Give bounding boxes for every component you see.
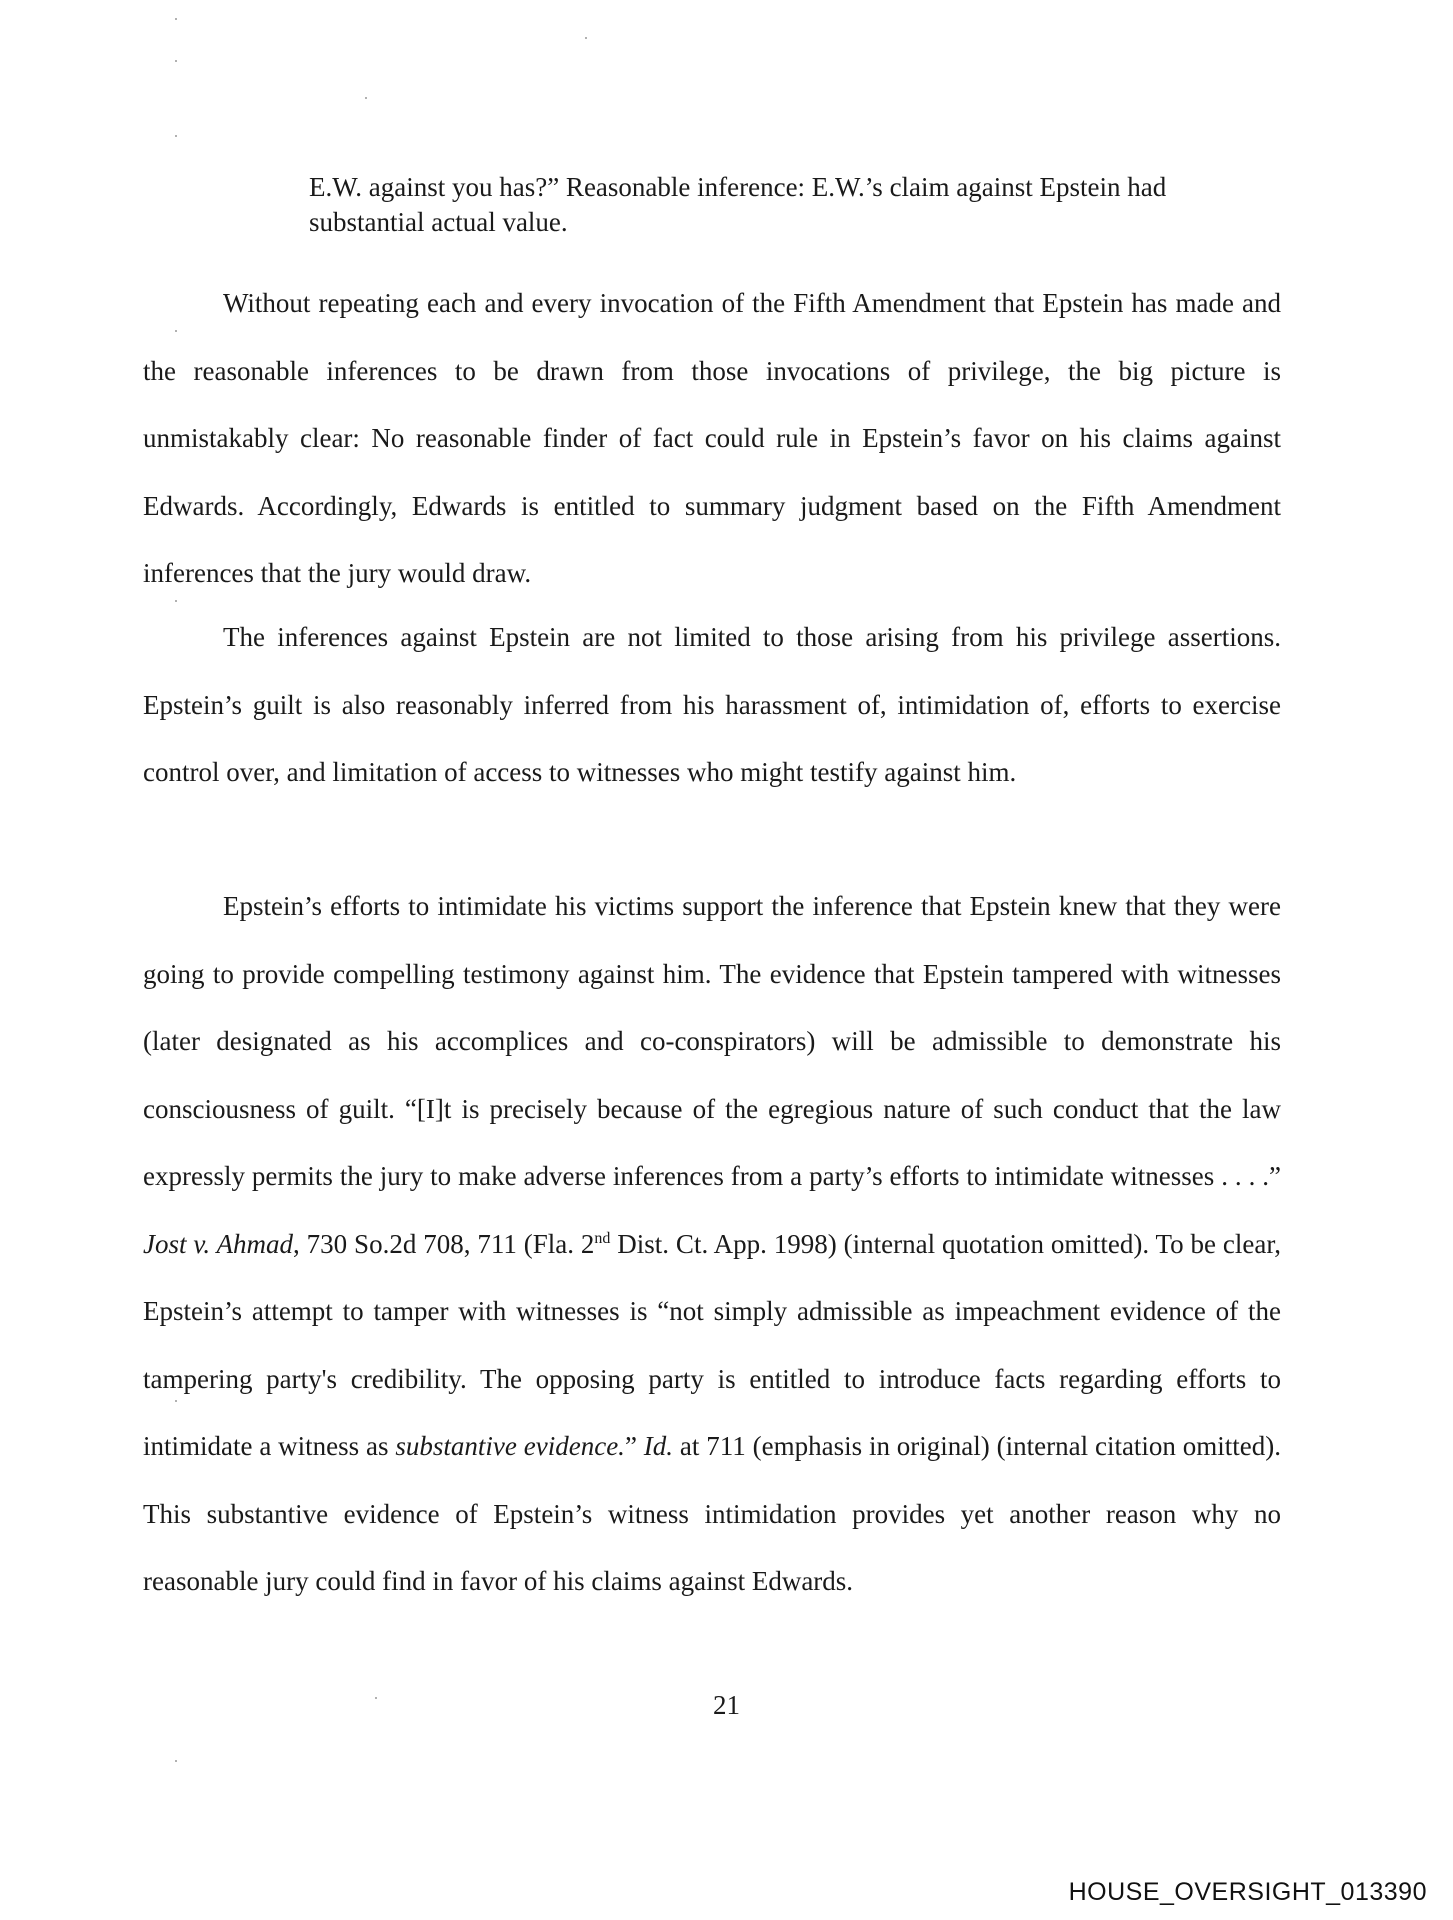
closing-quote: ” — [624, 1431, 644, 1461]
ordinal-superscript: nd — [594, 1229, 611, 1247]
emphasized-text: substantive evidence. — [395, 1431, 625, 1461]
scan-artifact — [585, 37, 587, 39]
paragraph-inferences-not-limited — [143, 604, 1281, 807]
page-number: 21 — [713, 1690, 740, 1720]
bates-stamp: HOUSE_OVERSIGHT_013390 — [1068, 1878, 1427, 1906]
case-citation-name: Jost v. Ahmad — [143, 1228, 294, 1259]
citation-text: , 730 So.2d 708, 711 (Fla. 2 — [293, 1228, 595, 1259]
paragraph-fifth-amendment-inferences — [143, 270, 1281, 608]
paragraph-text: at 711 (emphasis in original) (internal citation omitted). This substantive evidence of Epstein’s witness intimidation provides yet another reason why no reasonable jury could find in favor of his claims against Edwards. — [143, 1431, 1282, 1596]
scan-artifact — [175, 1760, 177, 1762]
paragraph-text: Epstein’s efforts to intimidate his victims support the inference that Epstein knew that they were going to provide compelling testimony against him. The evidence that Epstein tampered with witnesses (later designated as his accomplices and co-conspirators) will be admissible to demonstrate his consciousness of guilt. “[I]t is precisely because of the egregious nature of such conduct that the law expressly permits the jury to make adverse inferences from a party’s efforts to intimidate witnesses . . . .” — [143, 891, 1281, 1191]
id-citation: Id. — [643, 1431, 674, 1461]
paragraph-text: The inferences against Epstein are not limited to those arising from his privilege assertions. Epstein’s guilt is also reasonably inferred from his harassment of, intimidation of, efforts to exercise control over, and limitation of access to witnesses who might testify against him. — [143, 622, 1281, 787]
continued-block-quote — [309, 170, 1269, 240]
paragraph-text: Without repeating each and every invocation of the Fifth Amendment that Epstein has made and the reasonable inferences to be drawn from those invocations of privilege, the big picture is unmistakably clear: No reasonable finder of fact could rule in Epstein’s favor on his claims against Edwards. Accordingly, Edwards is entitled to summary judgment based on the Fifth Amendment inferences that the jury would draw. — [143, 288, 1281, 588]
paragraph-text: Dist. Ct. App. 1998) (internal quotation omitted). To be clear, Epstein’s attempt to tamper with witnesses is “not simply admissible as impeachment evidence of the tampering party's credibility. The opposing party is entitled to introduce facts regarding efforts to intimidate a witness as — [143, 1228, 1281, 1461]
scan-artifact — [365, 97, 367, 99]
paragraph-witness-intimidation — [143, 873, 1281, 1616]
scan-artifact — [175, 18, 177, 20]
scan-artifact — [175, 135, 177, 137]
block-quote-text: E.W. against you has?” Reasonable inference: E.W.’s claim against Epstein had substantial actual value. — [309, 172, 1167, 237]
scan-artifact — [175, 60, 177, 62]
